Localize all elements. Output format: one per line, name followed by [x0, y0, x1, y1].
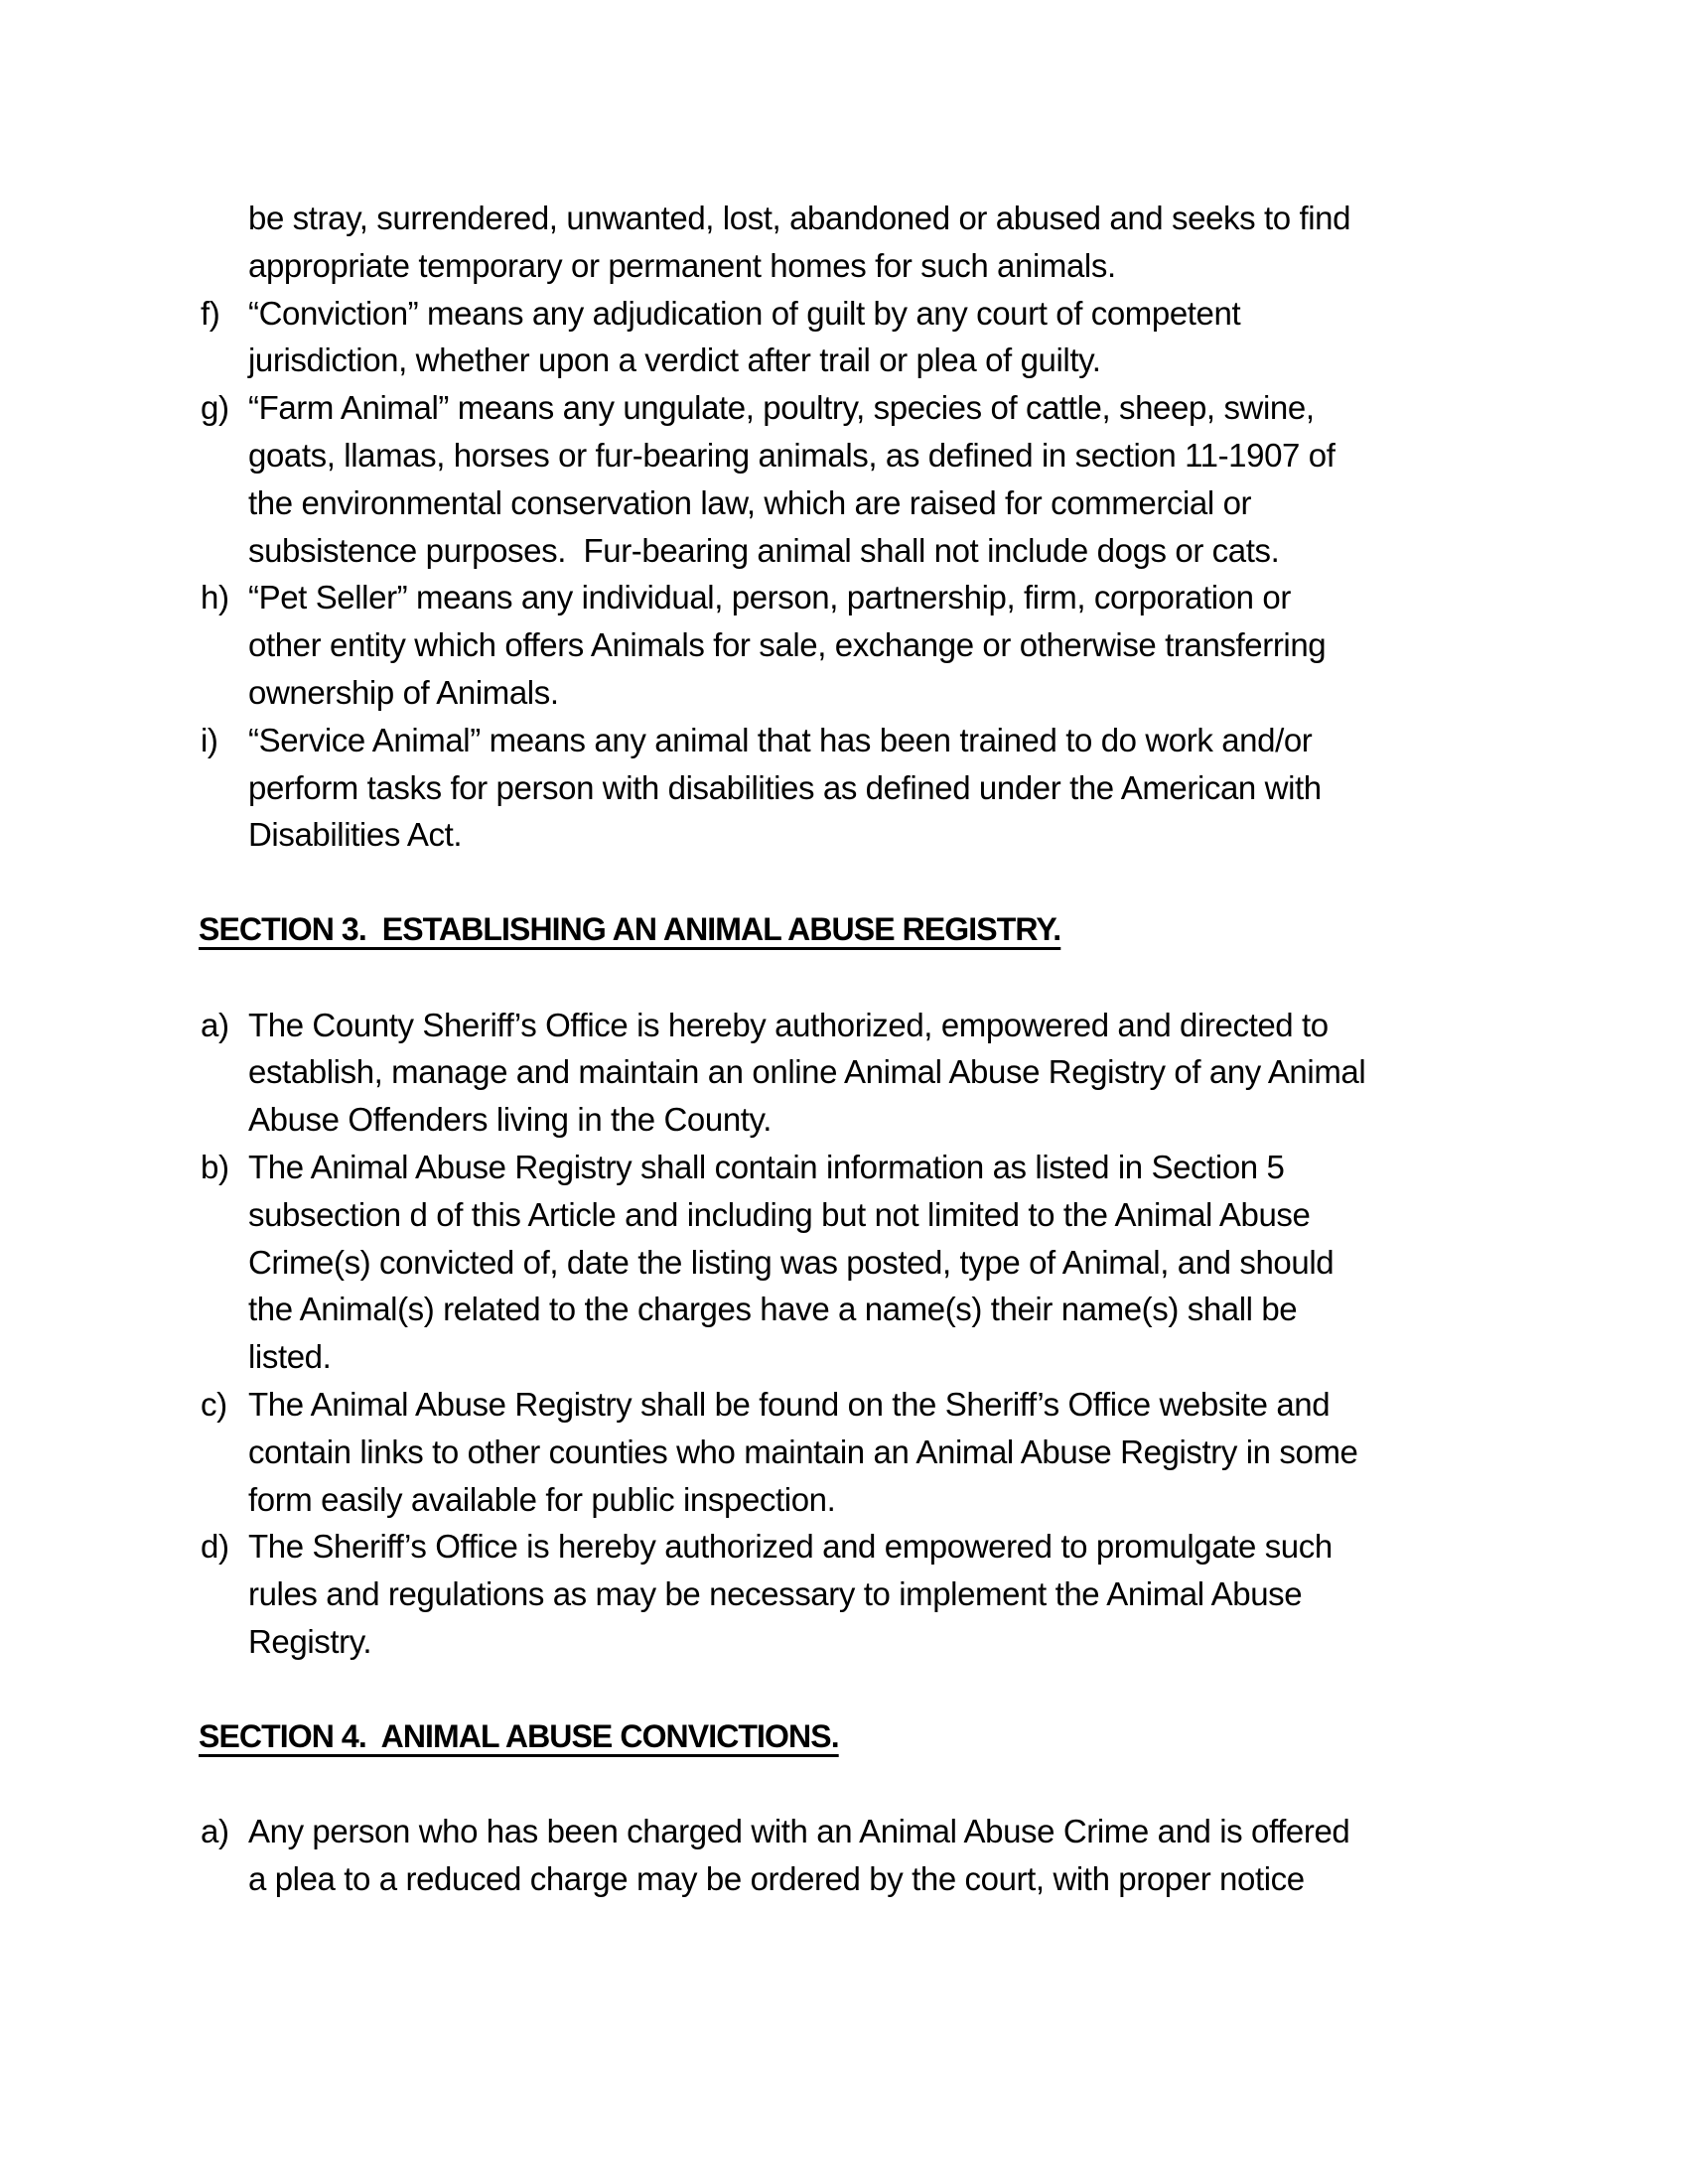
list-item-f [199, 290, 1529, 338]
list-item-text: “Farm Animal” means any ungulate, poultry, species of cattle, sheep, swine, [248, 389, 1315, 427]
document-content [199, 195, 1529, 1903]
text-line [199, 1618, 1529, 1666]
list-label-h: h) [201, 579, 229, 616]
text-line [199, 764, 1529, 812]
list-item-text: “Service Animal” means any animal that has been trained to do work and/or [248, 721, 1313, 758]
list-item-text: Any person who has been charged with an Animal Abuse Crime and is offered [248, 1813, 1350, 1850]
list-label-a: a) [201, 1006, 229, 1043]
text-line [199, 1476, 1529, 1524]
list-item-a [199, 1808, 1529, 1855]
text-line [199, 527, 1529, 575]
list-label-g: g) [201, 389, 229, 427]
list-item-text: The County Sheriff’s Office is hereby authorized, empowered and directed to [248, 1006, 1329, 1043]
list-item-text: The Animal Abuse Registry shall be found on the Sheriff’s Office website and [248, 1385, 1331, 1423]
text-line [199, 1048, 1529, 1096]
list-item-text: The Sheriff’s Office is hereby authorized and empowered to promulgate such [248, 1528, 1333, 1566]
text-line [199, 621, 1529, 669]
blank-line [199, 859, 1529, 906]
text-line [199, 1570, 1529, 1618]
list-item-text: listed. [248, 1338, 332, 1376]
list-label-b: b) [201, 1148, 229, 1185]
text-line [199, 669, 1529, 717]
list-item-text: rules and regulations as may be necessary to implement the Animal Abuse [248, 1575, 1303, 1613]
paragraph-text: be stray, surrendered, unwanted, lost, abandoned or abused and seeks to find [248, 200, 1351, 236]
blank-line [199, 1666, 1529, 1713]
list-item-b [199, 1144, 1529, 1191]
text-line [199, 479, 1529, 527]
list-item-text: ownership of Animals. [248, 673, 559, 711]
text-line [199, 1286, 1529, 1333]
list-item-text: establish, manage and maintain an online Animal Abuse Registry of any Animal [248, 1053, 1366, 1091]
list-item-text: subsistence purposes. Fur-bearing animal shall not include dogs or cats. [248, 531, 1280, 569]
list-item-text: jurisdiction, whether upon a verdict after trail or plea of guilty. [248, 341, 1101, 379]
list-item-text: the Animal(s) related to the charges have a name(s) their name(s) shall be [248, 1291, 1298, 1328]
list-item-text: a plea to a reduced charge may be ordered by the court, with proper notice [248, 1859, 1305, 1897]
list-item-text: Registry. [248, 1622, 372, 1660]
text-line [199, 195, 1529, 242]
list-item-c [199, 1381, 1529, 1429]
text-line [199, 811, 1529, 859]
list-item-text: perform tasks for person with disabilities as defined under the American with [248, 768, 1322, 806]
list-item-i [199, 717, 1529, 764]
blank-line [199, 1760, 1529, 1808]
blank-line [199, 954, 1529, 1002]
section-4-heading: SECTION 4. ANIMAL ABUSE CONVICTIONS. [199, 1717, 839, 1754]
list-label-f: f) [201, 294, 220, 332]
list-label-d: d) [201, 1528, 229, 1566]
text-line [199, 1096, 1529, 1144]
paragraph-text: appropriate temporary or permanent homes for such animals. [248, 246, 1116, 284]
list-item-text: Abuse Offenders living in the County. [248, 1101, 772, 1139]
list-item-text: Crime(s) convicted of, date the listing was posted, type of Animal, and should [248, 1243, 1335, 1281]
list-label-c: c) [201, 1385, 227, 1423]
list-item-text: the environmental conservation law, which are raised for commercial or [248, 483, 1252, 521]
list-item-text: goats, llamas, horses or fur-bearing animals, as defined in section 11-1907 of [248, 436, 1336, 474]
list-item-h [199, 574, 1529, 621]
section-3-heading: SECTION 3. ESTABLISHING AN ANIMAL ABUSE REGISTRY. [199, 910, 1061, 947]
text-line [199, 242, 1529, 290]
text-line [199, 1429, 1529, 1476]
list-item-text: “Pet Seller” means any individual, person, partnership, firm, corporation or [248, 579, 1291, 616]
list-item-text: “Conviction” means any adjudication of guilt by any court of competent [248, 294, 1241, 332]
text-line [199, 1239, 1529, 1287]
text-line [199, 337, 1529, 384]
text-line [199, 432, 1529, 479]
list-item-d [199, 1523, 1529, 1570]
list-label-i: i) [201, 721, 218, 758]
text-line [199, 1191, 1529, 1239]
list-item-text: form easily available for public inspection. [248, 1480, 836, 1518]
list-item-text: subsection d of this Article and including but not limited to the Animal Abuse [248, 1195, 1311, 1233]
list-item-text: contain links to other counties who maintain an Animal Abuse Registry in some [248, 1433, 1358, 1470]
text-line [199, 1333, 1529, 1381]
text-line [199, 1855, 1529, 1903]
list-item-text: other entity which offers Animals for sale, exchange or otherwise transferring [248, 626, 1327, 664]
list-item-text: Disabilities Act. [248, 816, 463, 854]
list-label-a: a) [201, 1813, 229, 1850]
list-item-g [199, 384, 1529, 432]
list-item-a [199, 1002, 1529, 1049]
list-item-text: The Animal Abuse Registry shall contain information as listed in Section 5 [248, 1148, 1285, 1185]
